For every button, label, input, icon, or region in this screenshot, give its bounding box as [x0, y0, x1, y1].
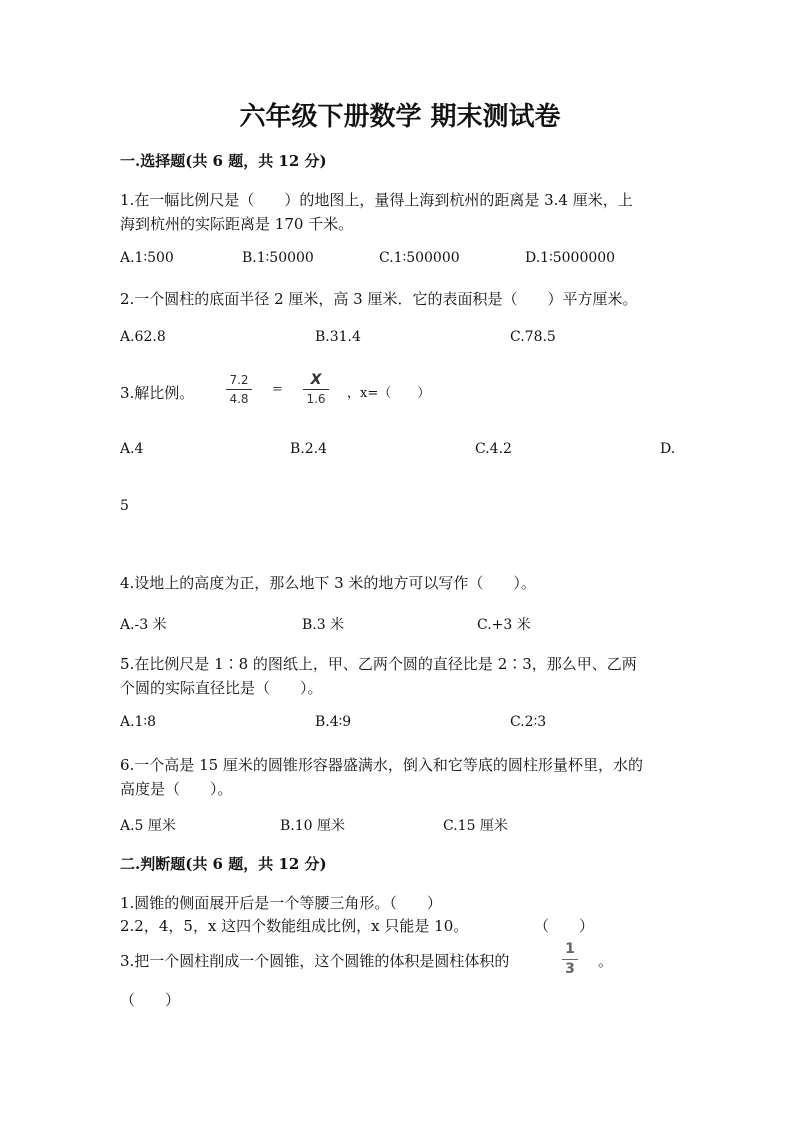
q3-option-c[interactable]: C.4.2 [475, 441, 512, 457]
q6-option-b[interactable]: B.10 厘米 [280, 818, 346, 834]
question-3-prefix: 3.解比例。 [120, 384, 195, 402]
q2-option-a[interactable]: A.62.8 [120, 329, 166, 345]
q2-option-b[interactable]: B.31.4 [315, 329, 361, 345]
q1-option-b[interactable]: B.1∶50000 [242, 250, 314, 266]
q3-option-d-value: 5 [120, 498, 129, 514]
judge-question-2-text: 2.2，4，5，x 这四个数能组成比例，x 只能是 10。 [120, 917, 469, 935]
q3-option-b[interactable]: B.2.4 [290, 441, 328, 457]
judge-question-3-blank[interactable]: （ ） [120, 991, 181, 1009]
q3-equals-sign: = [272, 382, 283, 397]
q3-fraction-left-denominator: 4.8 [229, 392, 249, 406]
fraction-bar [562, 959, 578, 960]
question-2-text: 2.一个圆柱的底面半径 2 厘米，高 3 厘米．它的表面积是（ ）平方厘米。 [120, 290, 638, 308]
judge-q3-fraction [562, 942, 578, 977]
q3-fraction-right-denominator: 1.6 [306, 392, 326, 406]
question-5-line-1: 5.在比例尺是 1∶8 的图纸上，甲、乙两个圆的直径比是 2∶3，那么甲、乙两 [120, 655, 637, 673]
q4-option-b[interactable]: B.3 米 [302, 617, 345, 633]
question-6-line-2: 高度是（ ）。 [120, 780, 233, 798]
judge-question-3-suffix: 。 [598, 952, 614, 970]
q6-option-c[interactable]: C.15 厘米 [443, 818, 508, 834]
section-heading-choice: 一.选择题(共 6 题，共 12 分) [120, 152, 327, 170]
q1-option-a[interactable]: A.1∶500 [120, 250, 174, 266]
q3-fraction-right-numerator: X [310, 372, 322, 388]
question-1-line-2: 海到杭州的实际距离是 170 千米。 [120, 215, 354, 233]
q2-option-c[interactable]: C.78.5 [510, 329, 556, 345]
q3-fraction-right [303, 373, 329, 406]
q6-option-a[interactable]: A.5 厘米 [120, 818, 176, 834]
q1-option-c[interactable]: C.1∶500000 [379, 250, 460, 266]
question-4-text: 4.设地上的高度为正，那么地下 3 米的地方可以写作（ ）。 [120, 574, 536, 592]
fraction-bar [303, 389, 329, 390]
q3-option-d[interactable]: D. [660, 441, 676, 457]
q4-option-a[interactable]: A.-3 米 [120, 617, 167, 633]
q5-option-a[interactable]: A.1∶8 [120, 714, 157, 730]
question-3-suffix: ，x=（ ） [347, 386, 431, 401]
judge-question-1: 1.圆锥的侧面展开后是一个等腰三角形。（ ） [120, 894, 442, 912]
section-heading-true-false: 二.判断题(共 6 题，共 12 分) [120, 855, 327, 873]
question-6-line-1: 6.一个高是 15 厘米的圆锥形容器盛满水，倒入和它等底的圆柱形量杯里，水的 [120, 756, 643, 774]
q1-option-d[interactable]: D.1∶5000000 [525, 250, 616, 266]
q5-option-c[interactable]: C.2∶3 [510, 714, 547, 730]
judge-question-3-prefix: 3.把一个圆柱削成一个圆锥，这个圆锥的体积是圆柱体积的 [120, 952, 510, 970]
fraction-bar [226, 389, 252, 390]
q4-option-c[interactable]: C.+3 米 [477, 617, 531, 633]
judge-q3-fraction-denominator: 3 [565, 961, 575, 977]
page-title: 六年级下册数学 期末测试卷 [239, 102, 561, 132]
q3-option-a[interactable]: A.4 [120, 441, 144, 457]
judge-q3-fraction-numerator: 1 [565, 941, 575, 957]
judge-question-2-blank[interactable]: （ ） [534, 917, 595, 935]
q3-fraction-left [226, 373, 252, 406]
question-1-line-1: 1.在一幅比例尺是（ ）的地图上，量得上海到杭州的距离是 3.4 厘米，上 [120, 191, 633, 209]
q5-option-b[interactable]: B.4∶9 [315, 714, 352, 730]
question-5-line-2: 个圆的实际直径比是（ ）。 [120, 679, 323, 697]
q3-fraction-left-numerator: 7.2 [229, 373, 249, 387]
